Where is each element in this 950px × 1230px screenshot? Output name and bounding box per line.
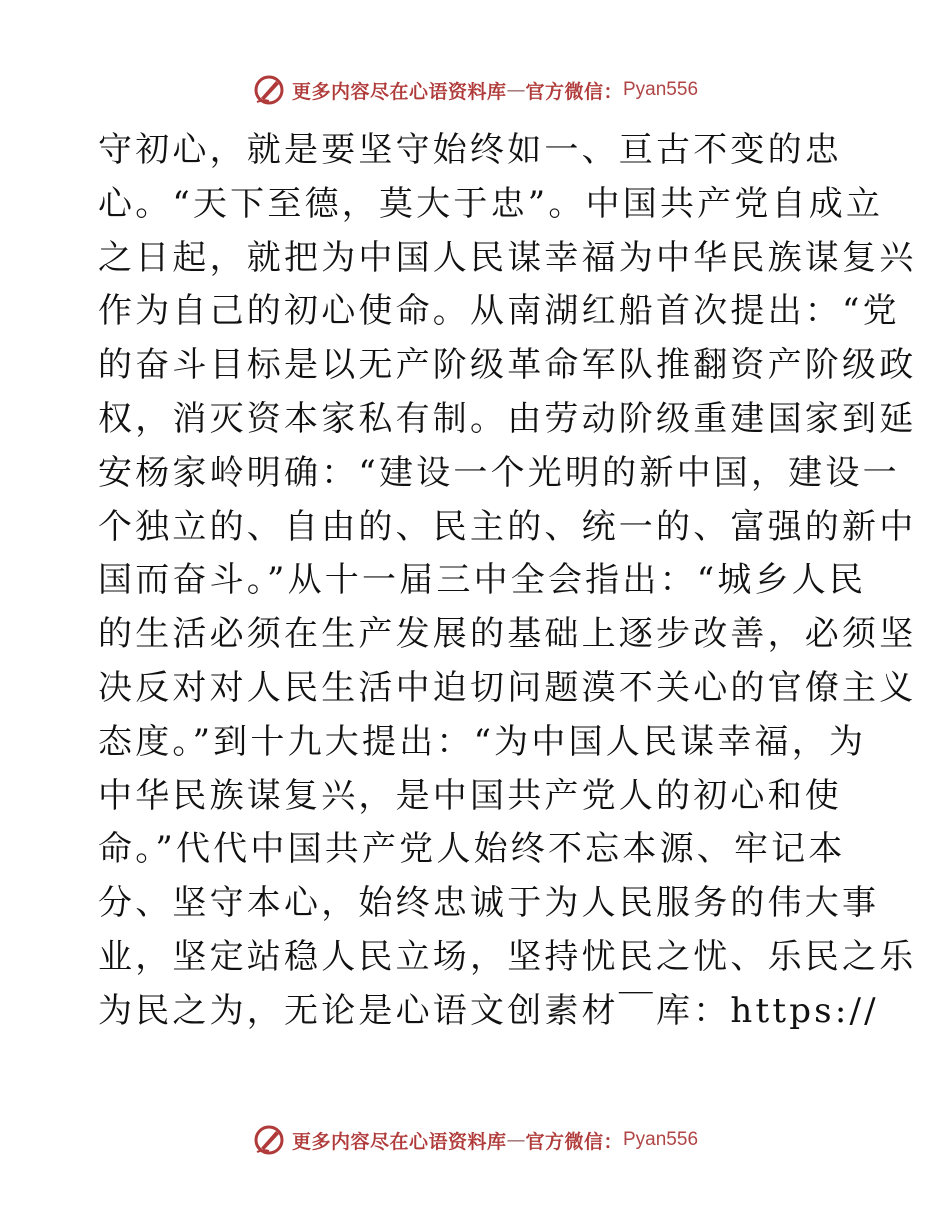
banner-slogan: 更多内容尽在心语资料库 bbox=[291, 80, 507, 103]
text-line: 安杨家岭明确：“建设一个光明的新中国，建设一 bbox=[98, 452, 900, 493]
text-line: 个独立的、自由的、民主的、统一的、富强的新中 bbox=[98, 506, 917, 547]
text-line: 业，坚定站稳人民立场，坚持忧民之忧、乐民之乐 bbox=[98, 936, 917, 977]
text-line: 的生活必须在生产发展的基础上逐步改善，必须坚 bbox=[98, 614, 917, 655]
body-text bbox=[98, 124, 917, 1039]
text-line: 态度。”到十九大提出：“为中国人民谋幸福，为 bbox=[98, 721, 867, 762]
quill-seal-icon bbox=[252, 73, 286, 107]
text-line: 决反对对人民生活中迫切问题漠不关心的官僚主义 bbox=[98, 667, 917, 708]
banner-official-label: 官方微信： bbox=[525, 80, 623, 103]
text-line: 之日起，就把为中国人民谋幸福为中华民族谋复兴 bbox=[98, 237, 917, 278]
banner-wechat-id: Pyan556 bbox=[623, 1129, 699, 1150]
banner-dash: — bbox=[506, 79, 526, 101]
footer-banner bbox=[0, 1120, 950, 1160]
text-line: 心。“天下至德，莫大于忠”。中国共产党自成立 bbox=[98, 183, 884, 224]
quill-seal-icon bbox=[252, 1123, 286, 1157]
banner-official-label: 官方微信： bbox=[525, 1130, 623, 1153]
text-line: 国而奋斗。”从十一届三中全会指出：“城乡人民 bbox=[98, 560, 867, 601]
header-banner bbox=[0, 70, 950, 110]
text-line: 的奋斗目标是以无产阶级革命军队推翻资产阶级政 bbox=[98, 345, 917, 386]
text-line: 命。”代代中国共产党人始终不忘本源、牢记本 bbox=[98, 829, 846, 870]
text-line: 作为自己的初心使命。从南湖红船首次提出：“党 bbox=[98, 291, 900, 332]
text-line: 为民之为，无论是心语文创素材￣库：https:// bbox=[98, 990, 879, 1031]
text-line: 守初心，就是要坚守始终如一、亘古不变的忠 bbox=[98, 130, 842, 170]
banner-dash: — bbox=[506, 1129, 526, 1151]
text-line: 权，消灭资本家私有制。由劳动阶级重建国家到延 bbox=[98, 398, 917, 439]
text-line: 中华民族谋复兴，是中国共产党人的初心和使 bbox=[98, 775, 842, 816]
banner-slogan: 更多内容尽在心语资料库 bbox=[291, 1130, 507, 1153]
banner-wechat-id: Pyan556 bbox=[623, 79, 699, 100]
text-line: 分、坚守本心，始终忠诚于为人民服务的伟大事 bbox=[98, 883, 880, 924]
